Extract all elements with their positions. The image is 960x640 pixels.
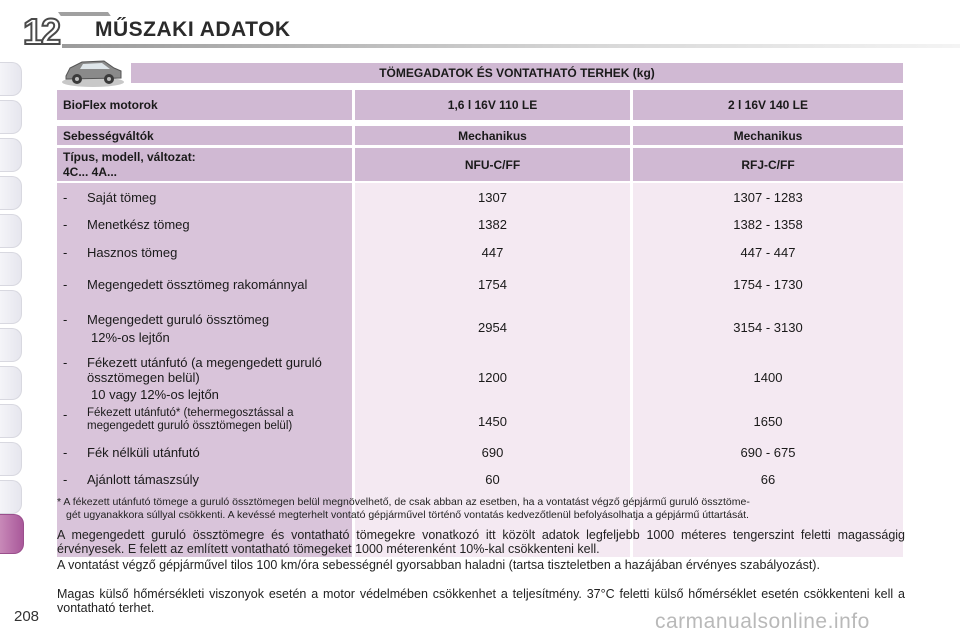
row-value: 3154 - 3130 — [733, 320, 803, 335]
header-rule — [62, 44, 960, 48]
row-dash: - — [63, 190, 68, 205]
row-text-main: Fékezett utánfutó (a megengedett guruló össztömegen belül) — [87, 355, 322, 385]
row-value: 1450 — [478, 414, 507, 429]
header-value: 1,6 l 16V 110 LE — [355, 90, 630, 120]
row-value: 1200 — [478, 370, 507, 385]
chapter-tab-active[interactable] — [0, 514, 24, 554]
header-value: RFJ-C/FF — [633, 148, 903, 181]
row-dash: - — [63, 312, 68, 327]
header-value: NFU-C/FF — [355, 148, 630, 181]
row-value: 690 — [481, 445, 504, 460]
row-text: Menetkész tömeg — [87, 217, 190, 232]
row-value: 690 - 675 — [740, 445, 796, 460]
page-number: 208 — [14, 608, 40, 625]
row-dash: - — [63, 245, 68, 260]
footnote-line: gét ugyanakkora súllyal csökkenti. A kevéssé megterhelt vontató gépjárművel történő vontatás kedvezőtlenül befolyásolhatja a gépjármű úttartását. — [66, 509, 749, 521]
chapter-tab[interactable] — [0, 442, 22, 476]
chapter-tab[interactable] — [0, 328, 22, 362]
row-dash: - — [63, 445, 68, 460]
body-paragraph: A vontatást végző gépjárművel tilos 100 km/óra sebességnél gyorsabban haladni (tartsa tiszteletben a hazájában érvényes szabályozást). — [57, 558, 820, 572]
chapter-tab[interactable] — [0, 62, 22, 96]
header-value: 2 l 16V 140 LE — [633, 90, 903, 120]
row-dash: - — [63, 355, 68, 370]
row-text-sub: 12%-os lejtőn — [91, 330, 170, 345]
row-value: 66 — [760, 472, 776, 487]
row-dash: - — [63, 277, 68, 292]
header-value: Mechanikus — [633, 126, 903, 145]
table-header-row — [57, 148, 903, 181]
header-value: Mechanikus — [355, 126, 630, 145]
chapter-tab[interactable] — [0, 214, 22, 248]
header-label: Sebességváltók — [57, 126, 352, 145]
body-paragraph: Magas külső hőmérsékleti viszonyok esetén a motor védelmében csökkenhet a teljesítmény. 37°C feletti külső hőmérséklet esetén csökkenteni kell a vontatható terhet. — [57, 587, 905, 615]
row-value: 1382 - 1358 — [733, 217, 803, 232]
chapter-number: 12 — [22, 11, 60, 52]
row-value: 1382 — [478, 217, 507, 232]
chapter-tab[interactable] — [0, 404, 22, 438]
chapter-tab[interactable] — [0, 480, 22, 514]
row-text: Megengedett össztömeg rakománnyal — [87, 277, 308, 292]
row-dash: - — [63, 407, 68, 422]
chapter-tab[interactable] — [0, 252, 22, 286]
row-text-sub: 10 vagy 12%-os lejtőn — [91, 387, 219, 402]
row-value: 1400 — [753, 370, 783, 385]
header-label: BioFlex motorok — [57, 90, 352, 120]
table-header-row — [57, 90, 903, 120]
chapter-tab[interactable] — [0, 290, 22, 324]
row-value: 1754 - 1730 — [733, 277, 803, 292]
table-header-row — [57, 126, 903, 145]
chapter-tab[interactable] — [0, 100, 22, 134]
chapter-tab-strip — [0, 0, 32, 640]
footnote — [57, 496, 907, 522]
row-text — [87, 355, 353, 402]
row-value: 2954 — [478, 320, 507, 335]
row-text-main: Megengedett guruló össztömeg — [87, 312, 270, 327]
chapter-badge — [16, 10, 66, 54]
row-text: Hasznos tömeg — [87, 245, 178, 260]
row-value: 1754 — [478, 277, 507, 292]
chapter-tab[interactable] — [0, 176, 22, 210]
row-value: 1650 — [753, 414, 783, 429]
row-dash: - — [63, 217, 68, 232]
watermark: carmanualsonline.info — [655, 610, 870, 633]
body-paragraph: A megengedett guruló össztömegre és vontatható tömegekre vonatkozó itt közölt adatok legfeljebb 1000 méteres tengerszint feletti magasságig érvényesek. E felett az említett vontatható tömegeket 1000 méterenként 10%-kal csökkenteni kell. — [57, 528, 905, 556]
table-title: TÖMEGADATOK ÉS VONTATHATÓ TERHEK (kg) — [131, 63, 903, 83]
row-value: 60 — [485, 472, 500, 487]
row-text: Fékezett utánfutó* (tehermegosztással a megengedett guruló össztömegen belül) — [87, 407, 294, 432]
header-label — [57, 148, 352, 181]
row-value: 1307 — [478, 190, 507, 205]
row-text: Saját tömeg — [87, 190, 157, 205]
row-dash: - — [63, 472, 68, 487]
header-label-line: Típus, modell, változat: — [63, 149, 196, 164]
header-label-line: 4C... 4A... — [63, 164, 118, 179]
row-value: 1307 - 1283 — [733, 190, 803, 205]
row-text: Ajánlott támaszsúly — [87, 472, 199, 487]
car-icon — [60, 54, 126, 88]
row-value: 447 — [481, 245, 504, 260]
footnote-line: * A fékezett utánfutó tömege a guruló össztömegen belül megnövelhető, de csak abban az esetben, ha a vontatást végző gépjármű guruló össztöme- — [57, 496, 750, 508]
chapter-tab[interactable] — [0, 366, 22, 400]
row-value: 447 - 447 — [740, 245, 796, 260]
row-text — [87, 312, 353, 345]
page-title: MŰSZAKI ADATOK — [95, 18, 291, 41]
row-text: Fék nélküli utánfutó — [87, 445, 200, 460]
chapter-tab[interactable] — [0, 138, 22, 172]
